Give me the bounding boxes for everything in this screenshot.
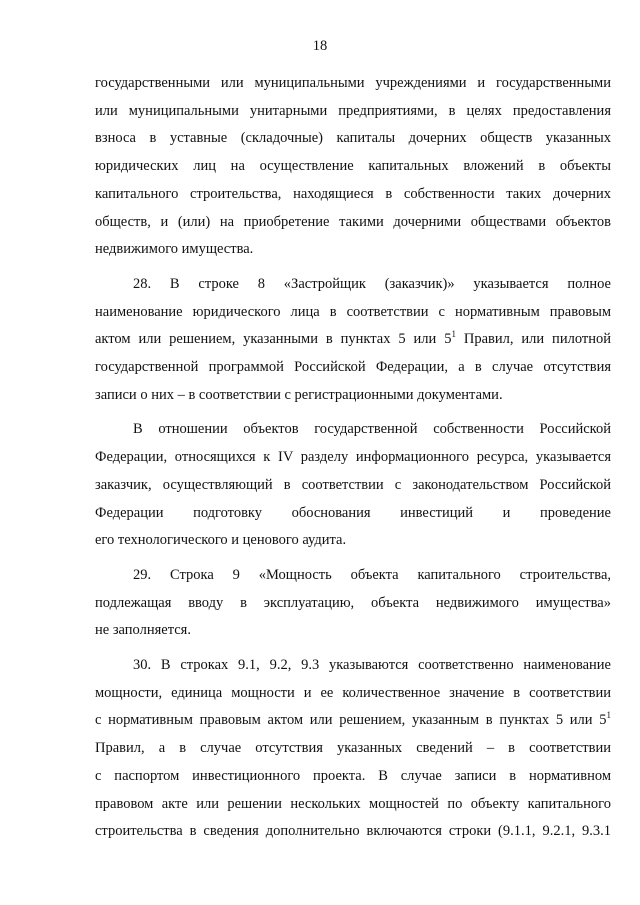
- text-line: [95, 500, 611, 528]
- text-line: [95, 527, 611, 555]
- text-line-content: Правил, или пилотной: [455, 331, 611, 348]
- text-line-content: государственной программой Российской Федерации, а в случае отсутствия: [95, 359, 611, 376]
- superscript: 1: [606, 710, 611, 721]
- page-number: 18: [312, 38, 328, 54]
- text-line: [95, 791, 611, 819]
- text-line: [95, 299, 611, 327]
- text-line: [95, 153, 611, 181]
- text-line-content: Федерации подготовку обоснования инвестиций и проведение: [95, 504, 611, 521]
- text-line-content: обществ, и (или) на приобретение такими дочерними обществами объектов: [95, 213, 611, 230]
- text-line-content: заказчик, осуществляющий в соответствии с законодательством Российской: [95, 476, 611, 493]
- text-line-content: юридических лиц на осуществление капитальных вложений в объекты: [95, 158, 611, 175]
- text-line-content: мощности, единица мощности и ее количественное значение в соответствии: [95, 684, 611, 701]
- text-line-content: правовом акте или решении нескольких мощностей по объекту капитального: [95, 795, 611, 812]
- text-line: [95, 735, 611, 763]
- text-line-content: государственными или муниципальными учреждениями и государственными: [95, 75, 611, 91]
- text-line: [95, 617, 611, 645]
- text-line: [95, 236, 611, 264]
- document-body: [95, 70, 611, 846]
- text-line: [95, 818, 611, 846]
- text-line: [95, 652, 611, 680]
- text-line-content: капитального строительства, находящиеся в собственности таких дочерних: [95, 185, 611, 202]
- text-line-content: не заполняется.: [95, 622, 191, 639]
- text-line: [95, 98, 611, 126]
- text-line: [95, 70, 611, 98]
- text-line: [95, 181, 611, 209]
- text-line-content: его технологического и ценового аудита.: [95, 532, 347, 549]
- text-line: [95, 444, 611, 472]
- text-line: [95, 680, 611, 708]
- text-line: [95, 416, 611, 444]
- text-line: [95, 326, 611, 354]
- text-line-content: строительства в сведения дополнительно включаются строки (9.1.1, 9.2.1, 9.3.1: [95, 823, 611, 840]
- text-line: [95, 209, 611, 237]
- text-line: [95, 271, 611, 299]
- text-line-content: 29. Строка 9 «Мощность объекта капитального строительства,: [133, 566, 611, 583]
- text-line-content: взноса в уставные (складочные) капиталы дочерних обществ указанных: [95, 130, 611, 147]
- text-line: [95, 590, 611, 618]
- text-line: [95, 125, 611, 153]
- text-line-content: записи о них – в соответствии с регистрационными документами.: [95, 386, 503, 403]
- text-line-content: с нормативным правовым актом или решением, указанным в пунктах 5 или 5: [95, 712, 607, 729]
- text-line-content: недвижимого имущества.: [95, 241, 254, 258]
- text-line: [95, 707, 611, 735]
- text-line-content: Федерации, относящихся к IV разделу информационного ресурса, указывается: [95, 449, 611, 466]
- text-line-content: актом или решением, указанными в пунктах 5 или 5: [95, 331, 452, 348]
- superscript: 1: [451, 329, 456, 340]
- text-line-content: наименование юридического лица в соответствии с нормативным правовым: [95, 303, 611, 320]
- text-line-content: 30. В строках 9.1, 9.2, 9.3 указываются соответственно наименование: [133, 657, 611, 674]
- text-line-content: 28. В строке 8 «Застройщик (заказчик)» указывается полное: [133, 275, 611, 292]
- text-line: [95, 354, 611, 382]
- text-line-content: с паспортом инвестиционного проекта. В случае записи в нормативном: [95, 767, 611, 784]
- text-line: [95, 562, 611, 590]
- text-line-content: Правил, а в случае отсутствия указанных сведений – в соответствии: [95, 740, 611, 757]
- text-line-content: В отношении объектов государственной собственности Российской: [133, 421, 611, 438]
- text-line-content: подлежащая вводу в эксплуатацию, объекта недвижимого имущества»: [95, 594, 611, 611]
- text-line: [95, 382, 611, 410]
- text-line: [95, 472, 611, 500]
- text-line-content: или муниципальными унитарными предприятиями, в целях предоставления: [95, 102, 611, 119]
- text-line: [95, 763, 611, 791]
